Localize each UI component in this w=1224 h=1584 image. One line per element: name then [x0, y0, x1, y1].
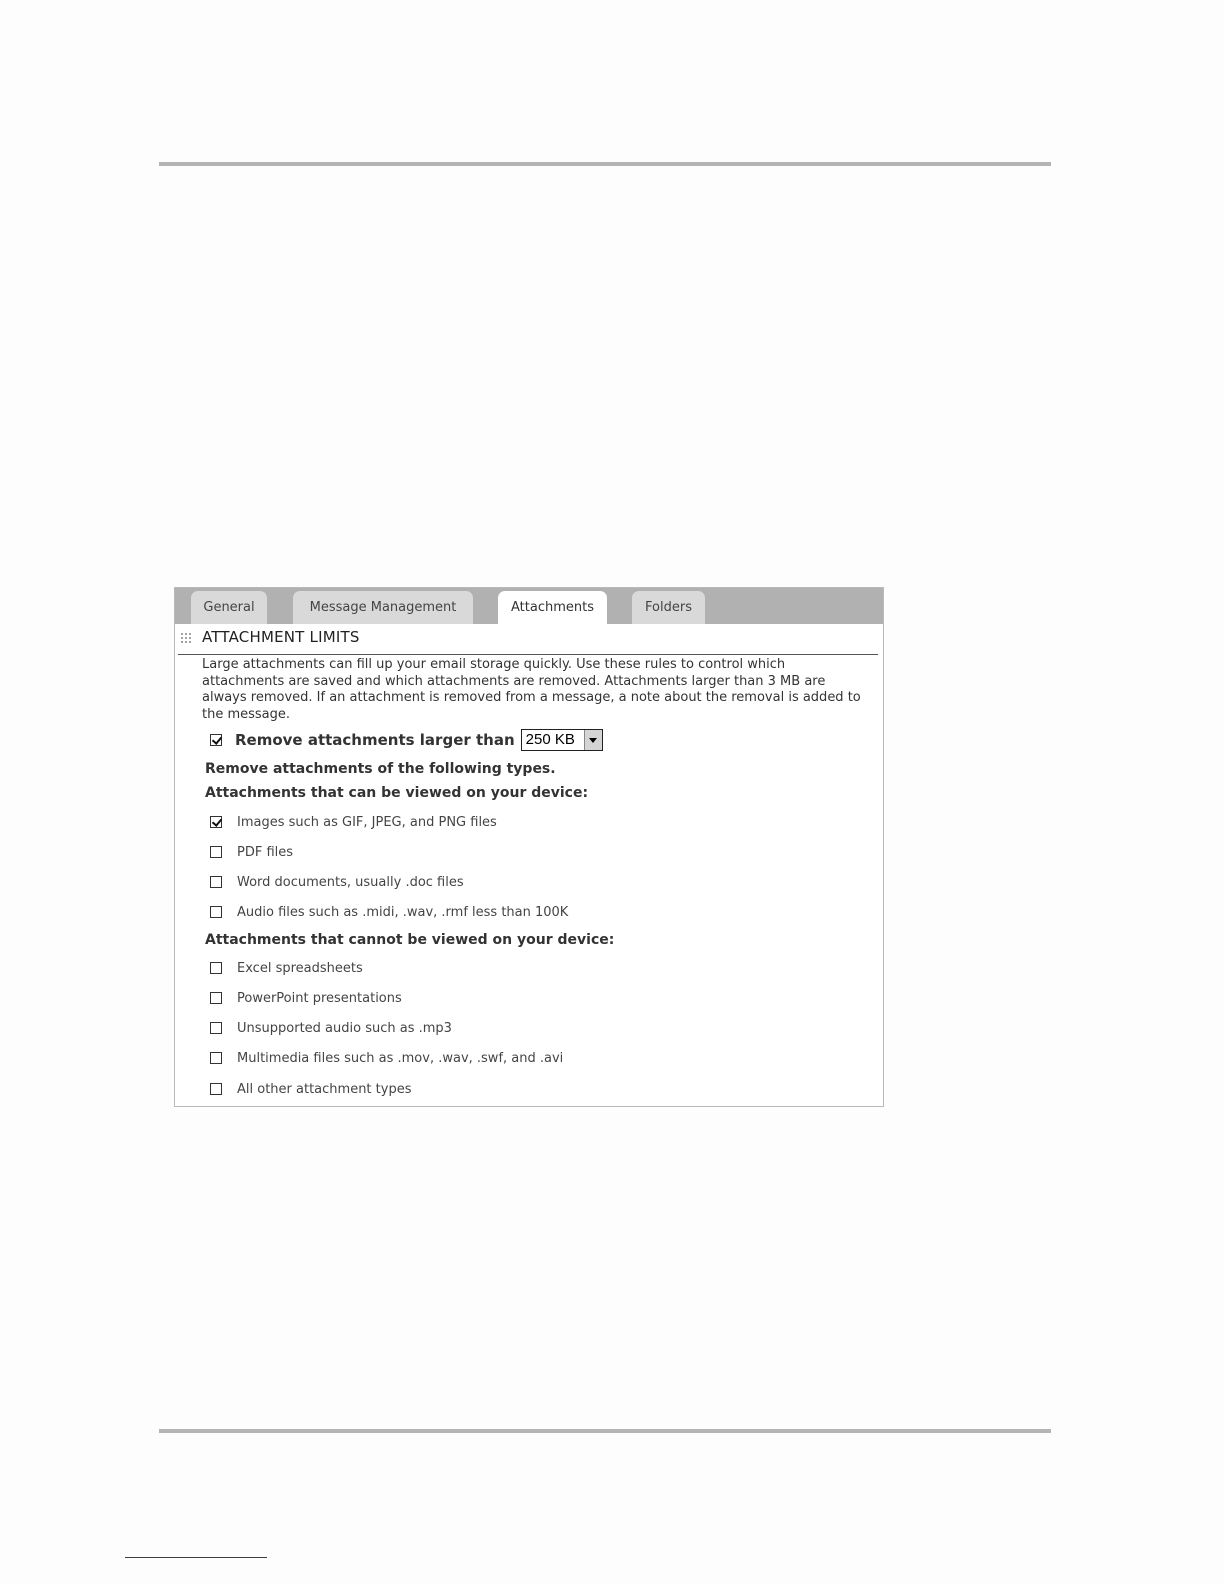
page-header-rule	[159, 162, 1051, 166]
option-unsupported-audio[interactable]	[210, 1019, 452, 1037]
section-description: Large attachments can fill up your email storage quickly. Use these rules to control which attachments are saved and which attachments are removed. Attachments larger than 3 MB are always removed. If an attachment is removed from a message, a note about the removal is added to the message.	[202, 657, 861, 722]
option-images-label: Images such as GIF, JPEG, and PNG files	[237, 814, 497, 830]
attachments-settings-panel	[174, 587, 884, 1107]
option-word-checkbox[interactable]	[210, 876, 222, 888]
section-divider	[178, 654, 878, 655]
option-word[interactable]	[210, 873, 464, 891]
option-other[interactable]	[210, 1080, 411, 1098]
option-audio-label: Audio files such as .midi, .wav, .rmf less than 100K	[237, 904, 569, 920]
option-audio-checkbox[interactable]	[210, 906, 222, 918]
tab-folders[interactable]: Folders	[632, 591, 705, 624]
size-limit-value: 250 KB	[525, 731, 575, 748]
size-limit-select[interactable]	[521, 729, 603, 751]
page-footer-rule	[159, 1429, 1051, 1433]
option-powerpoint[interactable]	[210, 989, 402, 1007]
section-title: ATTACHMENT LIMITS	[202, 628, 360, 646]
option-multimedia-label: Multimedia files such as .mov, .wav, .swf, and .avi	[237, 1050, 564, 1066]
tab-general[interactable]: General	[191, 591, 267, 624]
option-multimedia[interactable]	[210, 1049, 563, 1067]
option-pdf-label: PDF files	[237, 844, 294, 860]
chevron-down-icon[interactable]	[584, 730, 602, 750]
option-images[interactable]	[210, 813, 497, 831]
option-pdf[interactable]	[210, 843, 293, 861]
size-limit-label: Remove attachments larger than	[235, 731, 515, 749]
option-images-checkbox[interactable]	[210, 816, 222, 828]
types-heading: Remove attachments of the following types.	[205, 761, 556, 777]
option-multimedia-checkbox[interactable]	[210, 1052, 222, 1064]
option-pdf-checkbox[interactable]	[210, 846, 222, 858]
option-other-label: All other attachment types	[237, 1081, 412, 1097]
size-limit-row	[210, 727, 603, 753]
tab-message-management[interactable]: Message Management	[293, 591, 473, 624]
grip-icon	[180, 632, 192, 644]
option-excel-checkbox[interactable]	[210, 962, 222, 974]
option-word-label: Word documents, usually .doc files	[237, 874, 464, 890]
option-powerpoint-label: PowerPoint presentations	[237, 990, 402, 1006]
section-header	[175, 624, 883, 652]
footer-link-underline	[125, 1557, 267, 1558]
viewable-heading: Attachments that can be viewed on your device:	[205, 785, 589, 801]
option-unsupported-audio-checkbox[interactable]	[210, 1022, 222, 1034]
option-excel[interactable]	[210, 959, 363, 977]
not-viewable-heading: Attachments that cannot be viewed on your device:	[205, 932, 615, 948]
size-limit-checkbox[interactable]	[210, 734, 222, 746]
option-other-checkbox[interactable]	[210, 1083, 222, 1095]
option-unsupported-audio-label: Unsupported audio such as .mp3	[237, 1020, 452, 1036]
option-excel-label: Excel spreadsheets	[237, 960, 363, 976]
tab-attachments[interactable]: Attachments	[498, 591, 607, 625]
option-audio[interactable]	[210, 903, 568, 921]
option-powerpoint-checkbox[interactable]	[210, 992, 222, 1004]
tab-bar	[175, 588, 883, 624]
